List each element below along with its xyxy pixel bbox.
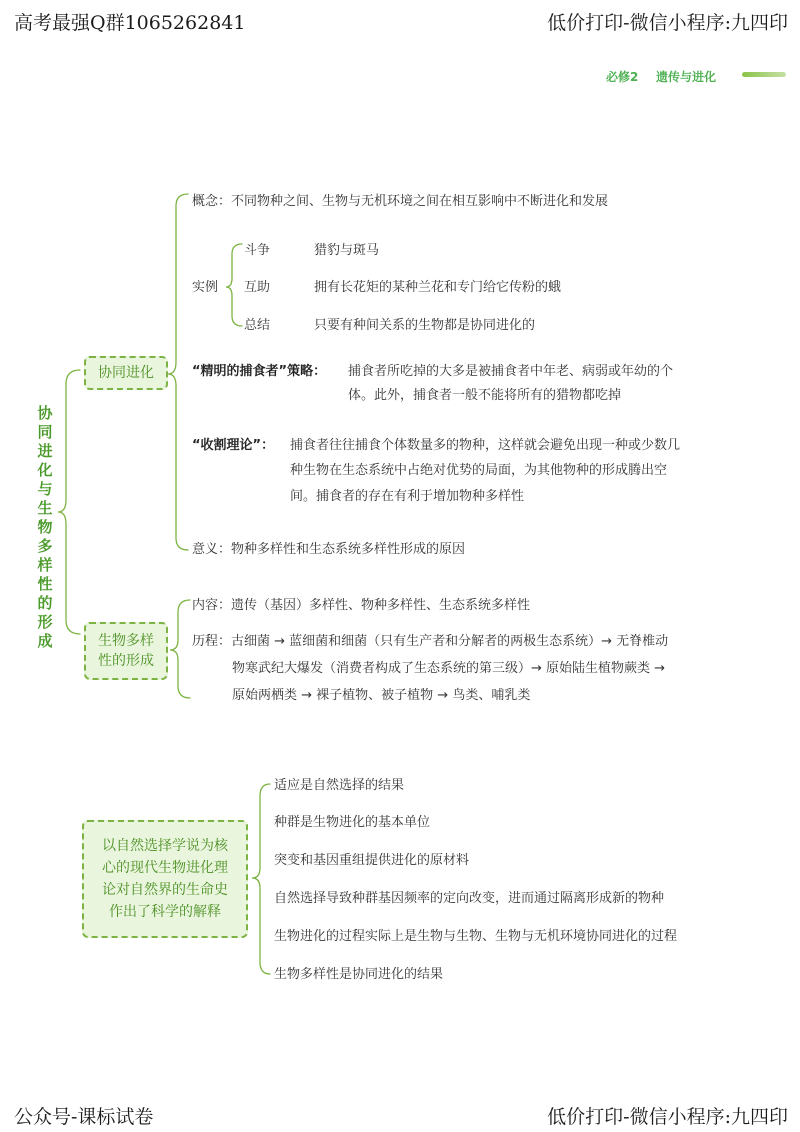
cropping-theory-title: “收割理论”： bbox=[192, 438, 275, 453]
biodiversity-content: 内容：遗传（基因）多样性、物种多样性、生态系统多样性 bbox=[192, 598, 531, 613]
cropping-theory-line: 间。捕食者的存在有利于增加物种多样性 bbox=[290, 489, 525, 504]
evolution-theory-line: 作出了科学的解释 bbox=[109, 904, 221, 920]
coevolution-label: 协同进化 bbox=[98, 365, 154, 381]
biodiversity-brace bbox=[170, 600, 190, 698]
theory-item: 突变和基因重组提供进化的原材料 bbox=[274, 853, 470, 868]
coevolution-brace bbox=[168, 194, 188, 550]
examples-brace bbox=[226, 244, 242, 326]
example-desc: 只要有种间关系的生物都是协同进化的 bbox=[314, 318, 536, 333]
predator-strategy-line: 体。此外，捕食者一般不能将所有的猎物都吃掉 bbox=[348, 388, 622, 403]
coevolution-concept: 概念：不同物种之间、生物与无机环境之间在相互影响中不断进化和发展 bbox=[192, 194, 609, 209]
predator-strategy-line: 捕食者所吃掉的大多是被捕食者中年老、病弱或年幼的个 bbox=[348, 364, 674, 379]
example-desc: 猎豹与斑马 bbox=[314, 243, 380, 258]
watermark-top-right: 低价打印-微信小程序:九四印 bbox=[547, 12, 788, 34]
biodiversity-node bbox=[84, 622, 168, 680]
example-term: 总结 bbox=[244, 318, 271, 333]
theory-item: 适应是自然选择的结果 bbox=[274, 778, 405, 793]
examples-label: 实例 bbox=[192, 280, 219, 295]
example-term: 互助 bbox=[244, 280, 271, 295]
biodiversity-history-line: 物寒武纪大爆发（消费者构成了生态系统的第三级）→ 原始陆生植物蕨类 → bbox=[232, 661, 666, 676]
biodiversity-label-line: 性的形成 bbox=[98, 653, 154, 669]
theory-item: 生物进化的过程实际上是生物与生物、生物与无机环境协同进化的过程 bbox=[274, 929, 678, 944]
watermark-bottom-left: 公众号-课标试卷 bbox=[14, 1106, 154, 1128]
predator-strategy-title: “精明的捕食者”策略： bbox=[192, 364, 327, 379]
example-term: 斗争 bbox=[244, 243, 271, 258]
cropping-theory-line: 种生物在生态系统中占绝对优势的局面，为其他物种的形成腾出空 bbox=[290, 463, 668, 478]
watermark-top-left: 高考最强Q群1065262841 bbox=[14, 12, 246, 34]
evolution-theory-line: 论对自然界的生命史 bbox=[102, 882, 228, 898]
header-book: 必修2 bbox=[606, 70, 639, 84]
evolution-theory-line: 心的现代生物进化理 bbox=[102, 860, 228, 876]
cropping-theory-line: 捕食者往往捕食个体数量多的物种，这样就会避免出现一种或少数几 bbox=[290, 438, 681, 453]
example-desc: 拥有长花矩的某种兰花和专门给它传粉的蛾 bbox=[314, 280, 562, 295]
biodiversity-history-line: 历程：古细菌 → 蓝细菌和细菌（只有生产者和分解者的两极生态系统）→ 无脊椎动 bbox=[192, 634, 669, 649]
biodiversity-history-line: 原始两栖类 → 裸子植物、被子植物 → 鸟类、哺乳类 bbox=[232, 688, 531, 703]
theory-item: 生物多样性是协同进化的结果 bbox=[274, 967, 444, 982]
biodiversity-label-line: 生物多样 bbox=[98, 633, 154, 649]
header-chapter: 遗传与进化 bbox=[656, 70, 717, 84]
watermark-bottom-right: 低价打印-微信小程序:九四印 bbox=[547, 1106, 788, 1128]
root-brace bbox=[58, 370, 80, 634]
theory-brace bbox=[252, 784, 270, 974]
evolution-theory-node bbox=[82, 820, 248, 938]
theory-item: 自然选择导致种群基因频率的定向改变，进而通过隔离形成新的物种 bbox=[274, 891, 665, 906]
root-title: 协 同 进 化 与 生 物 多 样 性 的 形 成 bbox=[37, 404, 53, 650]
coevolution-significance: 意义：物种多样性和生态系统多样性形成的原因 bbox=[192, 542, 466, 557]
coevolution-node bbox=[84, 356, 168, 390]
evolution-theory-line: 以自然选择学说为核 bbox=[102, 838, 228, 854]
theory-item: 种群是生物进化的基本单位 bbox=[274, 815, 431, 830]
